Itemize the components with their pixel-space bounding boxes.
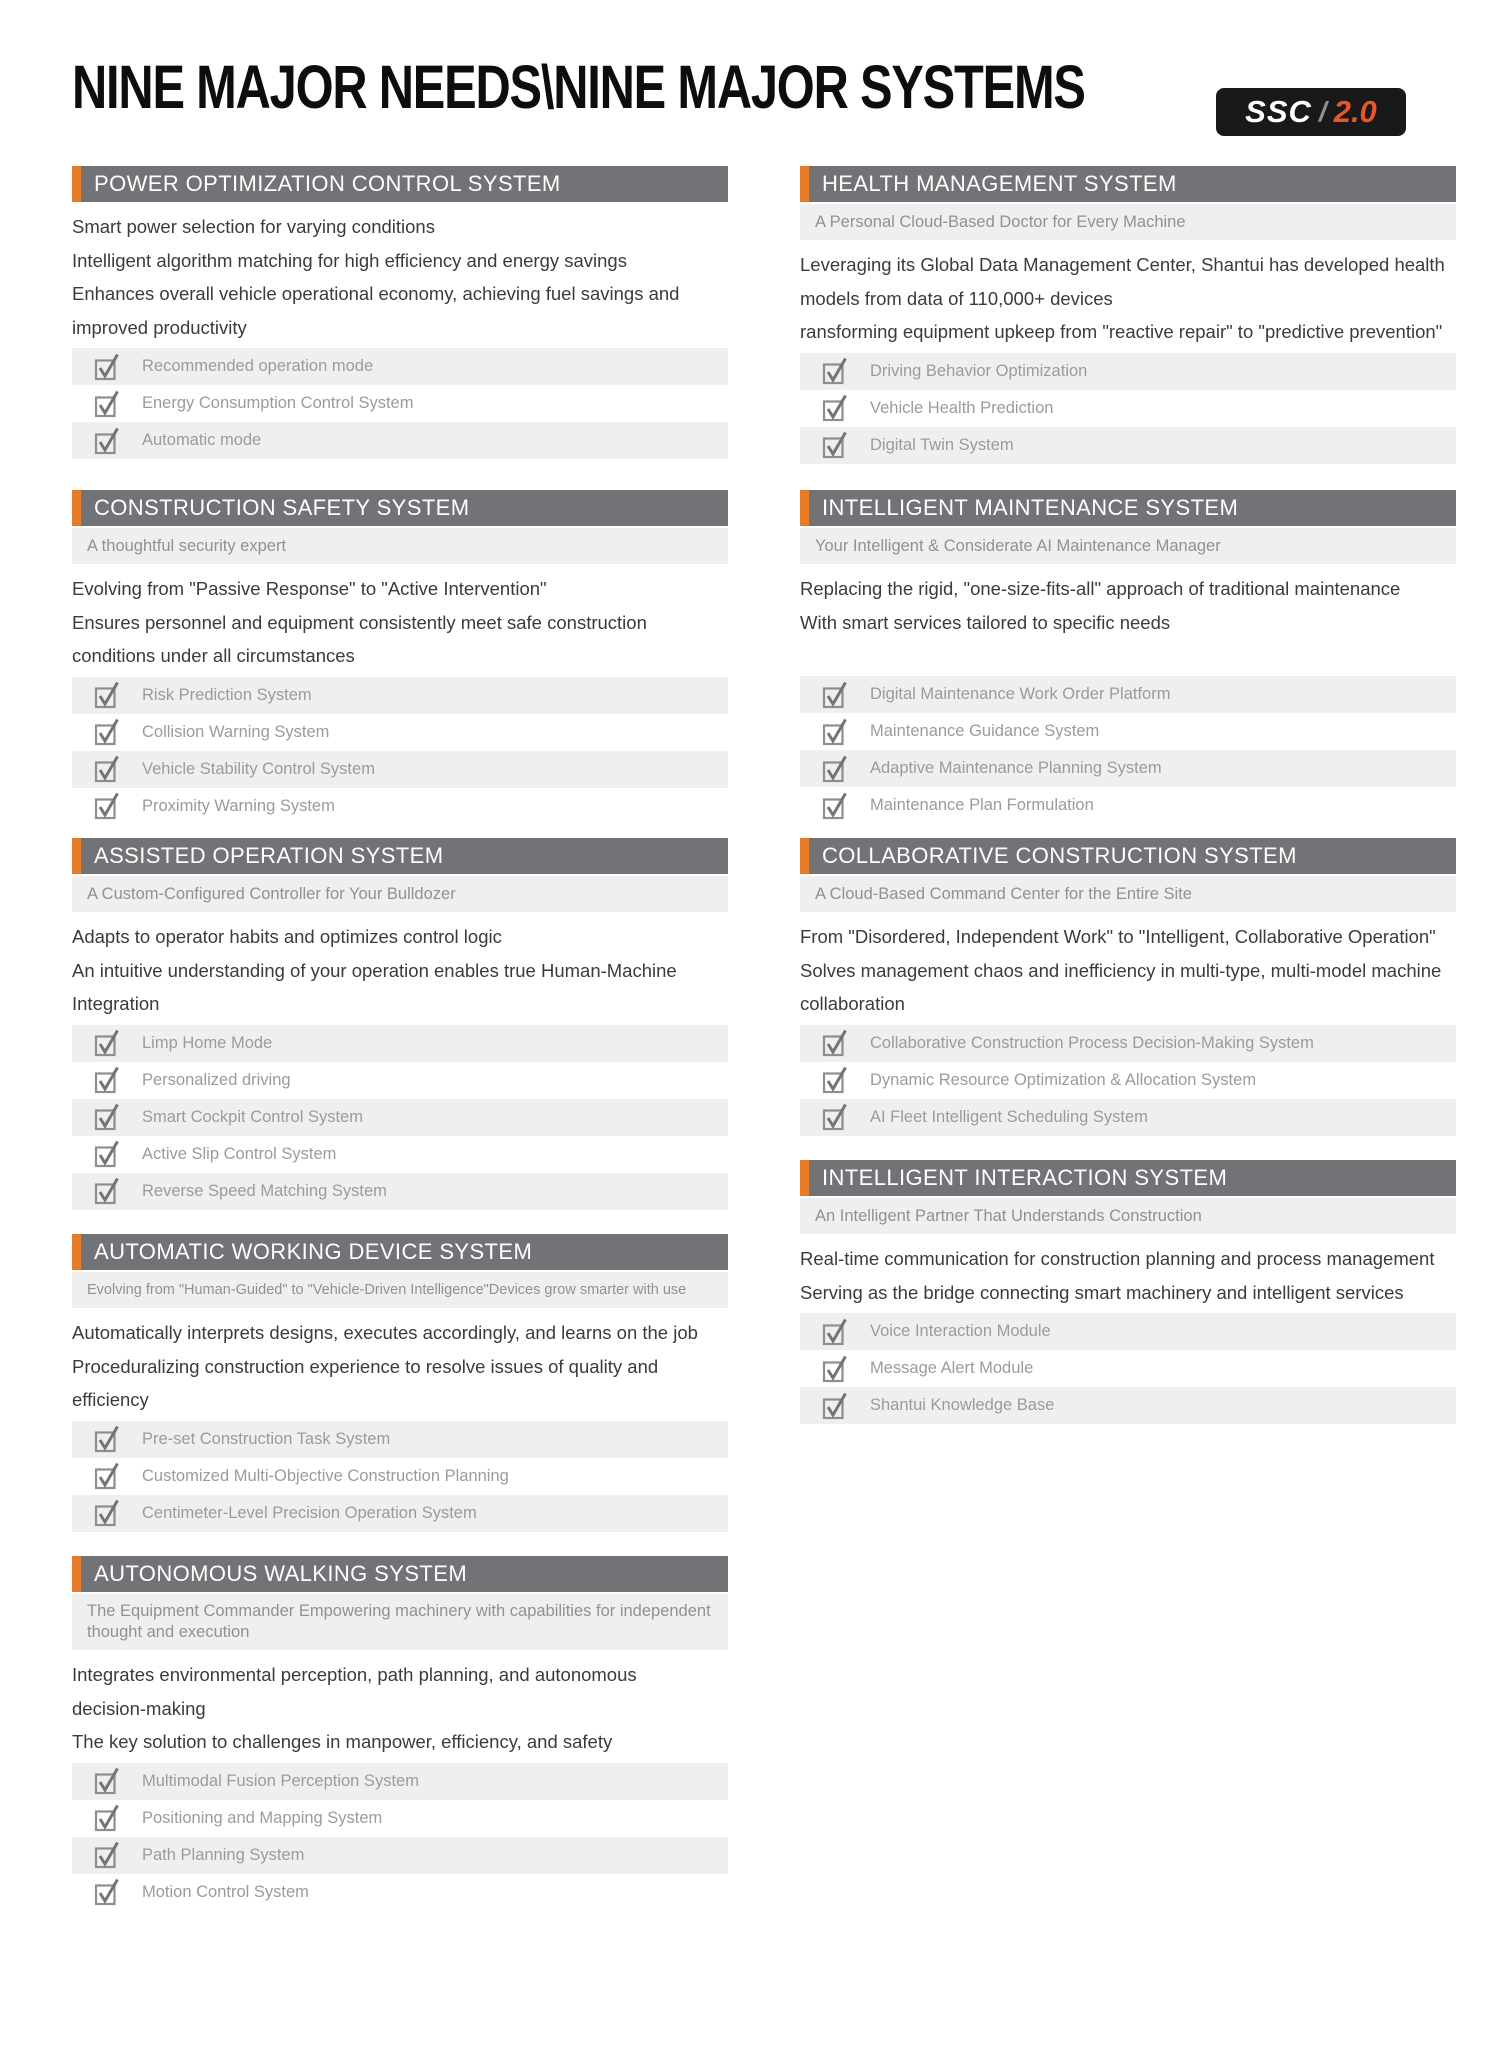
checkbox-checked-icon [94,1176,120,1206]
body-text-line: Replacing the rigid, "one-size-fits-all" approach of traditional maintenance [800,578,1401,599]
checklist-item [72,1837,728,1874]
body-text-line: Proceduralizing construction experience to resolve issues of quality and [72,1355,659,1377]
section-header [72,490,728,526]
section-health-management [800,166,1456,464]
section-subtitle: An Intelligent Partner That Understands Construction [800,1198,1456,1234]
checkbox-checked-icon [94,1065,120,1095]
body-text-line: From "Disordered, Independent Work" to "Intelligent, Collaborative Operation" [800,926,1436,947]
checkbox-checked-icon [822,393,848,423]
section-checklist [72,677,728,825]
body-text-line: Intelligent algorithm matching for high efficiency and energy savings [72,249,627,271]
checkbox-checked-icon [94,1803,120,1833]
checklist-item-label: Driving Behavior Optimization [870,361,1088,380]
body-text-line: models from data of 110,000+ devices [800,287,1113,309]
section-checklist [72,1763,728,1911]
body-text-line: improved productivity [72,316,247,338]
checkbox-checked-icon [94,1424,120,1454]
checklist-item-label: Risk Prediction System [142,685,312,704]
checklist-item [72,385,728,422]
body-text-line: conditions under all circumstances [72,645,355,666]
checkbox-checked-icon [94,1461,120,1491]
body-text-line: With smart services tailored to specific needs [800,611,1171,633]
checkbox-checked-icon [822,1028,848,1058]
checklist-item-label: Reverse Speed Matching System [142,1181,387,1200]
body-text-line: decision-making [72,1697,206,1719]
body-text-line: Serving as the bridge connecting smart machinery and intelligent services [800,1281,1404,1303]
checklist-item [800,1350,1456,1387]
checklist-item [800,1099,1456,1136]
section-autonomous-walking [72,1556,728,1911]
checklist-item [800,1387,1456,1424]
checklist-item-label: Personalized driving [142,1070,291,1089]
body-text-line: Smart power selection for varying conditions [72,216,435,237]
checklist-item [72,1173,728,1210]
checklist-item [72,714,728,751]
checklist-item-label: Limp Home Mode [142,1033,273,1052]
checkbox-checked-icon [94,352,120,382]
checkbox-checked-icon [822,717,848,747]
checklist-item-label: Pre-set Construction Task System [142,1429,391,1448]
checkbox-checked-icon [822,1317,848,1347]
section-header [72,1234,728,1270]
checkbox-checked-icon [94,680,120,710]
checklist-item-label: Message Alert Module [870,1359,1034,1377]
section-body [72,1658,728,1759]
checkbox-checked-icon [94,754,120,784]
body-text-line: collaboration [800,993,905,1014]
checkbox-checked-icon [94,1028,120,1058]
section-subtitle: A Cloud-Based Command Center for the Entire Site [800,876,1456,912]
section-body [800,248,1456,349]
checklist-item [72,1458,728,1495]
section-subtitle: A Custom-Configured Controller for Your Bulldozer [72,876,728,912]
section-body [72,572,728,673]
section-header [72,1556,728,1592]
body-text-line: Leveraging its Global Data Management Center, Shantui has developed health [800,254,1445,275]
checklist-item [72,1800,728,1837]
section-checklist [800,353,1456,464]
checkbox-checked-icon [822,1354,848,1384]
body-text-line: The key solution to challenges in manpower, efficiency, and safety [72,1731,613,1752]
checkbox-checked-icon [822,680,848,710]
checklist-item [800,390,1456,427]
checklist-item-label: Energy Consumption Control System [142,394,414,412]
checklist-item-label: Active Slip Control System [142,1144,337,1163]
section-subtitle: The Equipment Commander Empowering machinery with capabilities for independent thought and execution [72,1594,728,1650]
checklist-item [800,1313,1456,1350]
checklist-item-label: Multimodal Fusion Perception System [142,1771,419,1790]
body-text-line: efficiency [72,1389,149,1410]
checklist-item-label: Maintenance Plan Formulation [870,796,1094,814]
checklist-item [800,353,1456,390]
section-header [800,838,1456,874]
checkbox-checked-icon [94,1840,120,1870]
checklist-item [800,676,1456,713]
section-assisted-operation [72,838,728,1210]
checklist-item-label: Dynamic Resource Optimization & Allocation System [870,1070,1257,1089]
section-checklist [800,676,1456,824]
checklist-item [72,1874,728,1911]
checklist-item [72,677,728,714]
logo-ssc-text: SSC [1245,94,1312,129]
section-body [800,920,1456,1021]
checklist-item [72,1421,728,1458]
checkbox-checked-icon [94,791,120,821]
page-title: NINE MAJOR NEEDS\NINE MAJOR SYSTEMS [72,53,1085,121]
section-header [72,838,728,874]
checklist-item [72,1763,728,1800]
section-construction-safety [72,490,728,825]
checklist-item-label: Digital Maintenance Work Order Platform [870,685,1171,703]
section-subtitle: Your Intelligent & Considerate AI Maintenance Manager [800,528,1456,564]
checklist-item [800,427,1456,464]
checkbox-checked-icon [94,1139,120,1169]
body-text-line: Adapts to operator habits and optimizes control logic [72,926,502,947]
logo-slash: / [1318,96,1327,127]
section-title: INTELLIGENT MAINTENANCE SYSTEM [822,495,1239,520]
checklist-item-label: Voice Interaction Module [870,1322,1051,1340]
checkbox-checked-icon [94,426,120,456]
checkbox-checked-icon [94,717,120,747]
checkbox-checked-icon [822,1391,848,1421]
body-text-line: Evolving from "Passive Response" to "Active Intervention" [72,578,547,599]
checkbox-checked-icon [94,1102,120,1132]
section-title: HEALTH MANAGEMENT SYSTEM [822,171,1177,196]
section-title: COLLABORATIVE CONSTRUCTION SYSTEM [822,843,1297,868]
checklist-item-label: Smart Cockpit Control System [142,1107,363,1126]
section-header [72,166,728,202]
checklist-item [72,788,728,825]
checklist-item-label: Customized Multi-Objective Construction Planning [142,1466,509,1485]
body-text-line: Integration [72,993,160,1014]
checklist-item [800,713,1456,750]
checkbox-checked-icon [822,356,848,386]
checkbox-checked-icon [822,1065,848,1095]
section-header [800,490,1456,526]
section-subtitle: A Personal Cloud-Based Doctor for Every Machine [800,204,1456,240]
checklist-item [72,751,728,788]
body-text-line: ransforming equipment upkeep from "reactive repair" to "predictive prevention" [800,321,1443,342]
checklist-item-label: Collaborative Construction Process Decision-Making System [870,1033,1314,1052]
checklist-item [72,1099,728,1136]
checkbox-checked-icon [822,754,848,784]
section-header [800,166,1456,202]
checklist-item-label: Digital Twin System [870,435,1014,454]
checkbox-checked-icon [94,1877,120,1907]
section-intelligent-maintenance [800,490,1456,824]
checklist-item [72,1062,728,1099]
section-checklist [800,1313,1456,1424]
section-collaborative-construction [800,838,1456,1136]
checklist-item [800,750,1456,787]
checklist-item-label: Recommended operation mode [142,357,374,375]
section-header [800,1160,1456,1196]
checklist-item-label: Automatic mode [142,431,262,449]
checklist-item-label: AI Fleet Intelligent Scheduling System [870,1107,1148,1126]
checklist-item [800,787,1456,824]
checklist-item [72,348,728,385]
section-title: AUTOMATIC WORKING DEVICE SYSTEM [94,1239,533,1264]
checkbox-checked-icon [94,1766,120,1796]
section-automatic-working-device [72,1234,728,1532]
checkbox-checked-icon [94,1498,120,1528]
section-title: CONSTRUCTION SAFETY SYSTEM [94,495,470,520]
checkbox-checked-icon [822,1102,848,1132]
checklist-item-label: Maintenance Guidance System [870,722,1100,740]
right-column [800,0,1456,2066]
section-checklist [72,1421,728,1532]
checklist-item-label: Path Planning System [142,1845,305,1864]
section-power-optimization-control [72,166,728,459]
checkbox-checked-icon [822,791,848,821]
checklist-item-label: Vehicle Stability Control System [142,759,375,778]
section-body [72,920,728,1021]
body-text-line: Ensures personnel and equipment consistently meet safe construction [72,611,647,633]
section-body [800,572,1456,639]
logo-version-text: 2.0 [1333,94,1377,129]
section-checklist [72,1025,728,1210]
body-text-line: An intuitive understanding of your operation enables true Human-Machine [72,959,677,981]
section-body [72,1316,728,1417]
checklist-item [72,1025,728,1062]
body-text-line: Solves management chaos and inefficiency in multi-type, multi-model machine [800,959,1442,981]
section-title: AUTONOMOUS WALKING SYSTEM [94,1561,468,1586]
section-subtitle: A thoughtful security expert [72,528,728,564]
body-text-line: Enhances overall vehicle operational economy, achieving fuel savings and [72,283,680,304]
body-text-line: Real-time communication for construction planning and process management [800,1248,1435,1269]
checklist-item-label: Shantui Knowledge Base [870,1396,1055,1414]
checkbox-checked-icon [94,389,120,419]
checklist-item-label: Positioning and Mapping System [142,1808,383,1827]
checklist-item [72,1495,728,1532]
section-title: INTELLIGENT INTERACTION SYSTEM [822,1165,1228,1190]
body-text-line: Automatically interprets designs, executes accordingly, and learns on the job [72,1322,698,1343]
section-title: POWER OPTIMIZATION CONTROL SYSTEM [94,171,561,196]
checklist-item [72,1136,728,1173]
section-body [72,210,728,344]
section-intelligent-interaction [800,1160,1456,1424]
body-text-line: Integrates environmental perception, path planning, and autonomous [72,1664,637,1685]
checklist-item [800,1062,1456,1099]
checklist-item-label: Centimeter-Level Precision Operation System [142,1503,477,1522]
section-body [800,1242,1456,1309]
checklist-item-label: Collision Warning System [142,722,330,741]
checklist-item-label: Motion Control System [142,1882,309,1901]
checklist-item-label: Vehicle Health Prediction [870,398,1054,417]
checklist-item-label: Adaptive Maintenance Planning System [870,759,1162,777]
checklist-item-label: Proximity Warning System [142,796,335,815]
section-title: ASSISTED OPERATION SYSTEM [94,843,444,868]
section-subtitle: Evolving from "Human-Guided" to "Vehicle-Driven Intelligence"Devices grow smarter with use [72,1272,728,1308]
checklist-item [800,1025,1456,1062]
checklist-item [72,422,728,459]
section-checklist [800,1025,1456,1136]
left-column [72,0,728,2066]
section-checklist [72,348,728,459]
checkbox-checked-icon [822,430,848,460]
